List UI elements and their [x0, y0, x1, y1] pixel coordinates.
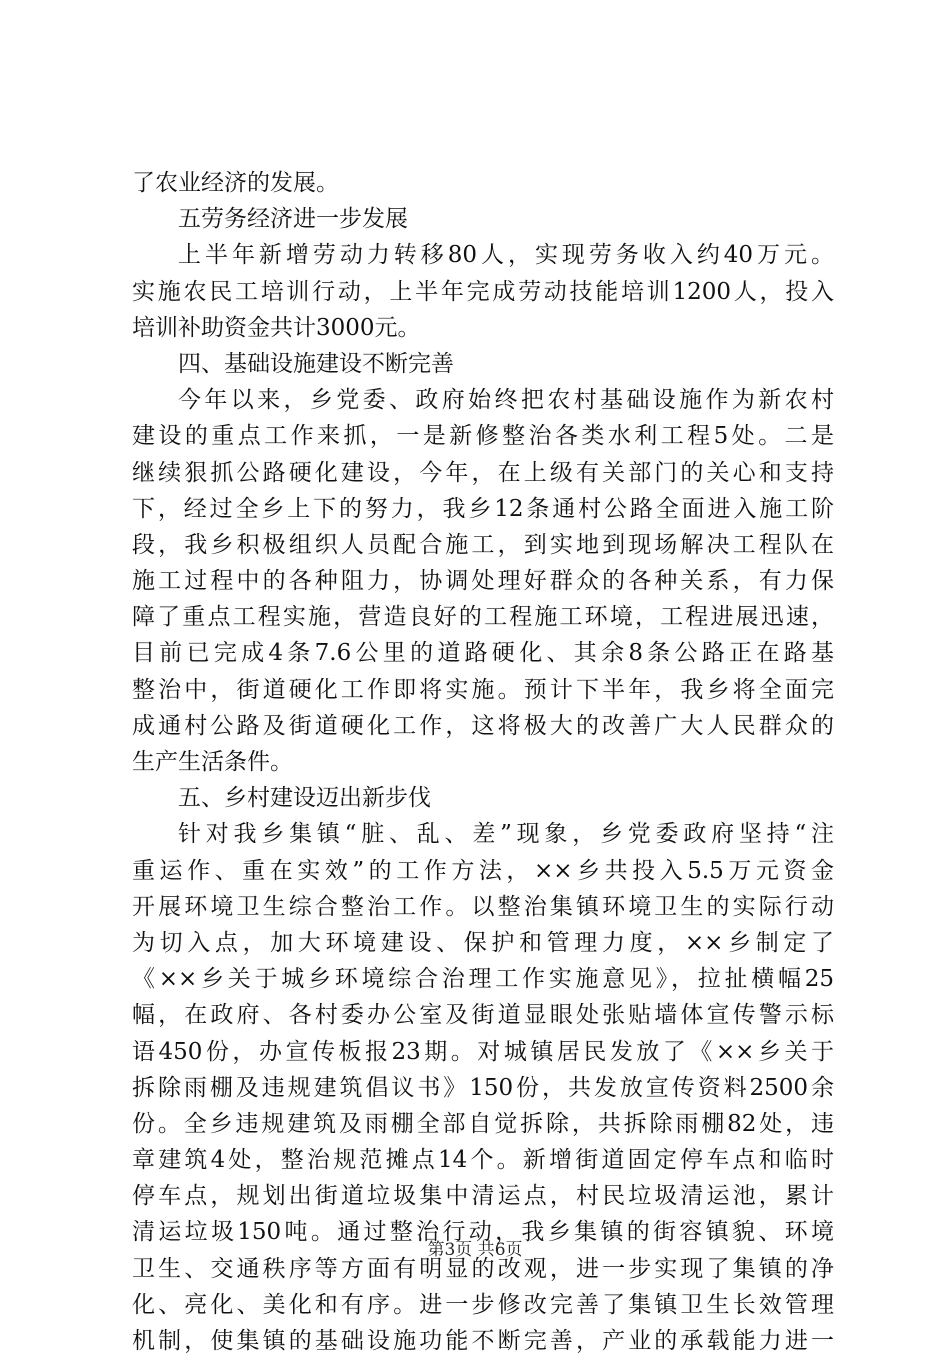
- text-line: 整治中，街道硬化工作即将实施。预计下半年，我乡将全面完: [132, 676, 834, 703]
- text-line: 五劳务经济进一步发展: [178, 206, 408, 233]
- text-line: 上半年新增劳动力转移80人，实现劳务收入约40万元。: [178, 242, 834, 269]
- text-line: 停车点，规划出街道垃圾集中清运点，村民垃圾清运池，累计: [132, 1183, 834, 1210]
- text-line: 段，我乡积极组织人员配合施工，到实地到现场解决工程队在: [132, 531, 834, 558]
- text-line: 下，经过全乡上下的努力，我乡12条通村公路全面进入施工阶: [132, 495, 834, 522]
- text-line: 为切入点，加大环境建设、保护和管理力度，××乡制定了: [132, 929, 834, 956]
- document-body: [132, 165, 834, 1359]
- text-line: 今年以来，乡党委、政府始终把农村基础设施作为新农村: [178, 387, 834, 414]
- text-line: 卫生、交通秩序等方面有明显的改观，进一步实现了集镇的净: [132, 1255, 834, 1282]
- text-line: 继续狠抓公路硬化建设，今年，在上级有关部门的关心和支持: [132, 459, 834, 486]
- text-line: 重运作、重在实效”的工作方法，××乡共投入5.5万元资金: [132, 857, 834, 884]
- text-line: 施工过程中的各种阻力，协调处理好群众的各种关系，有力保: [132, 568, 834, 595]
- text-line: 《××乡关于城乡环境综合治理工作实施意见》，拉扯横幅25: [132, 966, 834, 993]
- text-line: 成通村公路及街道硬化工作，这将极大的改善广大人民群众的: [132, 712, 834, 739]
- text-line: 语450份，办宣传板报23期。对城镇居民发放了《××乡关于: [132, 1038, 834, 1065]
- text-line: 份。全乡违规建筑及雨棚全部自觉拆除，共拆除雨棚82处，违: [132, 1110, 834, 1137]
- text-line: 化、亮化、美化和有序。进一步修改完善了集镇卫生长效管理: [132, 1291, 834, 1318]
- text-line: 了农业经济的发展。: [132, 170, 339, 196]
- text-line: 目前已完成4条7.6公里的道路硬化、其余8条公路正在路基: [132, 640, 834, 667]
- page-footer: 第3页 共6页: [427, 1240, 523, 1260]
- text-line: 幅，在政府、各村委办公室及街道显眼处张贴墙体宣传警示标: [132, 1002, 834, 1029]
- text-line: 章建筑4处，整治规范摊点14个。新增街道固定停车点和临时: [132, 1147, 834, 1174]
- text-line: 机制，使集镇的基础设施功能不断完善，产业的承载能力进一: [132, 1328, 834, 1354]
- text-line: 建设的重点工作来抓，一是新修整治各类水利工程5处。二是: [132, 423, 834, 450]
- text-line: 清运垃圾150吨。通过整治行动，我乡集镇的街容镇貌、环境: [132, 1219, 834, 1246]
- text-line: 生产生活条件。: [132, 749, 293, 775]
- text-line: 拆除雨棚及违规建筑倡议书》150份，共发放宣传资料2500余: [132, 1074, 834, 1101]
- text-line: 五、乡村建设迈出新步伐: [178, 785, 431, 812]
- text-line: 四、基础设施建设不断完善: [178, 350, 454, 377]
- text-line: 障了重点工程实施，营造良好的工程施工环境，工程进展迅速，: [132, 604, 834, 631]
- text-line: 开展环境卫生综合整治工作。以整治集镇环境卫生的实际行动: [132, 893, 834, 920]
- text-line: 实施农民工培训行动，上半年完成劳动技能培训1200人，投入: [132, 278, 834, 305]
- text-line: 培训补助资金共计3000元。: [132, 314, 421, 341]
- text-line: 针对我乡集镇“脏、乱、差”现象，乡党委政府坚持“注: [178, 821, 834, 848]
